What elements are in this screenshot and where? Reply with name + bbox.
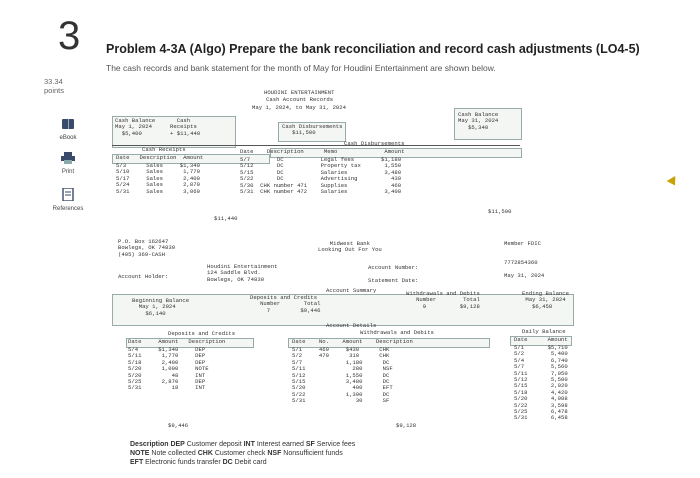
records-subtitle: Cash Account Records	[266, 96, 334, 103]
receipts-label: Cash Receipts	[142, 146, 186, 153]
cash-disbursements-head: Cash Disbursements $11,500	[282, 123, 343, 137]
daily-rows: 5/1 $5,710 5/2 5,400 5/4 6,740 5/7 5,560 5/11 7,050 5/12 5,500 5/15 2,020 5/18 4,420 5/20 4,988 5/22 3,598 5/25 6,478 5/31 6,458	[514, 344, 568, 422]
disbursements-rows: 5/7 DC Legal fees $1,180 5/12 DC Property tax 1,550 5/15 DC Salaries 3,480 5/22 DC Advertising 430 5/30 CHK number 471 Supplies 460 5/31 CHK number 472 Salaries 3,400	[240, 156, 402, 196]
desc-dep: Customer deposit	[184, 441, 244, 448]
daily-columns: Date Amount	[514, 336, 568, 343]
document-icon	[46, 188, 90, 203]
code-eft: EFT	[130, 459, 144, 466]
cash-balance-end: Cash Balance May 31, 2024 $5,340	[458, 111, 499, 131]
receipts-rows: 5/3 Sales $1,340 5/10 Sales 1,770 5/17 Sales 2,400 5/24 Sales 2,870 5/31 Sales 3,060	[116, 162, 200, 195]
deposits-columns: Date Amount Description	[128, 338, 226, 345]
records-image	[112, 88, 572, 476]
bank-address: P.O. Box 162647 Bowlegs, OK 74830 (405) 369-CASH	[118, 238, 176, 258]
deposits-label: Deposits and Credits	[168, 330, 236, 337]
book-icon	[46, 118, 90, 132]
code-dep: Description DEP	[130, 441, 185, 448]
ending-balance: Ending Balance May 31, 2024 $6,458	[522, 290, 569, 310]
account-holder-label: Account Holder:	[118, 273, 169, 280]
printer-icon	[46, 152, 90, 166]
withdrawals-columns: Date No. Amount Description	[292, 338, 413, 345]
deposits-total: $9,446	[168, 422, 189, 429]
withdrawals-total: $9,128	[396, 422, 417, 429]
desc-int: Interest earned	[254, 441, 306, 448]
problem-title: Problem 4-3A (Algo) Prepare the bank reconciliation and record cash adjustments (LO4-5)	[106, 42, 640, 56]
code-dc: DC	[222, 459, 233, 466]
account-details-label: Account Details	[326, 322, 377, 329]
account-holder: Houdini Entertainment 124 Saddle Blvd. Bowlegs, OK 74830	[207, 263, 278, 283]
desc-sf: Service fees	[314, 441, 356, 448]
instructions-text: The cash records and bank statement for the month of May for Houdini Entertainment are shown below.	[106, 63, 496, 73]
receipts-columns: Date Description Amount	[116, 154, 204, 161]
code-chk: CHK	[197, 450, 213, 457]
question-number: 3	[58, 14, 81, 58]
desc-eft: Electronic funds transfer	[143, 459, 223, 466]
code-note: NOTE	[130, 450, 150, 457]
disbursements-total: $11,500	[488, 208, 512, 215]
disbursements-label: Cash Disbursements	[344, 140, 405, 147]
footer-line-2	[130, 449, 355, 458]
account-summary-label: Account Summary	[326, 287, 377, 294]
account-info-labels: Account Number: Statement Date:	[368, 264, 419, 284]
desc-chk: Customer check	[212, 450, 268, 457]
references-link[interactable]	[46, 188, 90, 212]
withdrawals-rows: 5/1 469 $430 CHK 5/2 470 310 CHK 5/7 1,180 DC 5/11 280 NSF 5/12 1,550 DC 5/15 3,480 DC 5/20 400 EFT 5/22 1,390 DC 5/31 30 SF	[292, 346, 393, 405]
references-label: References	[52, 206, 84, 212]
code-sf: SF	[305, 441, 315, 448]
print-link[interactable]	[46, 152, 90, 175]
print-label: Print	[61, 169, 75, 175]
ebook-link[interactable]	[46, 118, 90, 141]
account-info-values: 7772854360 May 31, 2024	[504, 259, 545, 279]
cash-balance-start: Cash Balance May 1, 2024 $5,400	[115, 117, 156, 137]
ebook-label: eBook	[59, 135, 77, 141]
member-fdic: Member FDIC	[504, 240, 541, 247]
desc-note: Note collected	[149, 450, 198, 457]
footer-legend	[130, 440, 355, 467]
code-int: INT	[243, 441, 255, 448]
disbursements-columns: Date Description Memo Amount	[240, 148, 405, 155]
desc-dc: Debit card	[232, 459, 267, 466]
cash-receipts-head: Cash Receipts + $11,440	[170, 117, 201, 137]
footer-line-3	[130, 458, 355, 467]
records-period: May 1, 2024, to May 31, 2024	[252, 104, 346, 111]
desc-nsf: Nonsufficient funds	[281, 450, 343, 457]
deposits-rows: 5/4 $1,340 DEP 5/11 1,770 DEP 5/18 2,400 DEP 5/20 1,000 NOTE 5/20 48 INT 5/25 2,870 DEP 5/31 18 INT	[128, 346, 209, 392]
deposits-summary: Deposits and Credits Number Total 7 $9,446	[250, 294, 321, 314]
withdrawals-label: Withdrawals and Debits	[360, 329, 434, 336]
beginning-balance: Beginning Balance May 1, 2024 $6,140	[132, 297, 190, 317]
points-label: 33.34 points	[44, 77, 65, 95]
receipts-total: $11,440	[214, 215, 238, 222]
company-name: HOUDINI ENTERTAINMENT	[264, 89, 335, 96]
daily-balance-label: Daily Balance	[522, 328, 566, 335]
withdrawals-summary: Withdrawals and Debits Number Total 9 $9,128	[406, 290, 480, 310]
code-nsf: NSF	[267, 450, 282, 457]
bank-name: Midwest Bank Looking Out For You	[318, 240, 382, 254]
footer-line-1	[130, 440, 355, 449]
mouse-cursor-icon	[667, 176, 680, 188]
